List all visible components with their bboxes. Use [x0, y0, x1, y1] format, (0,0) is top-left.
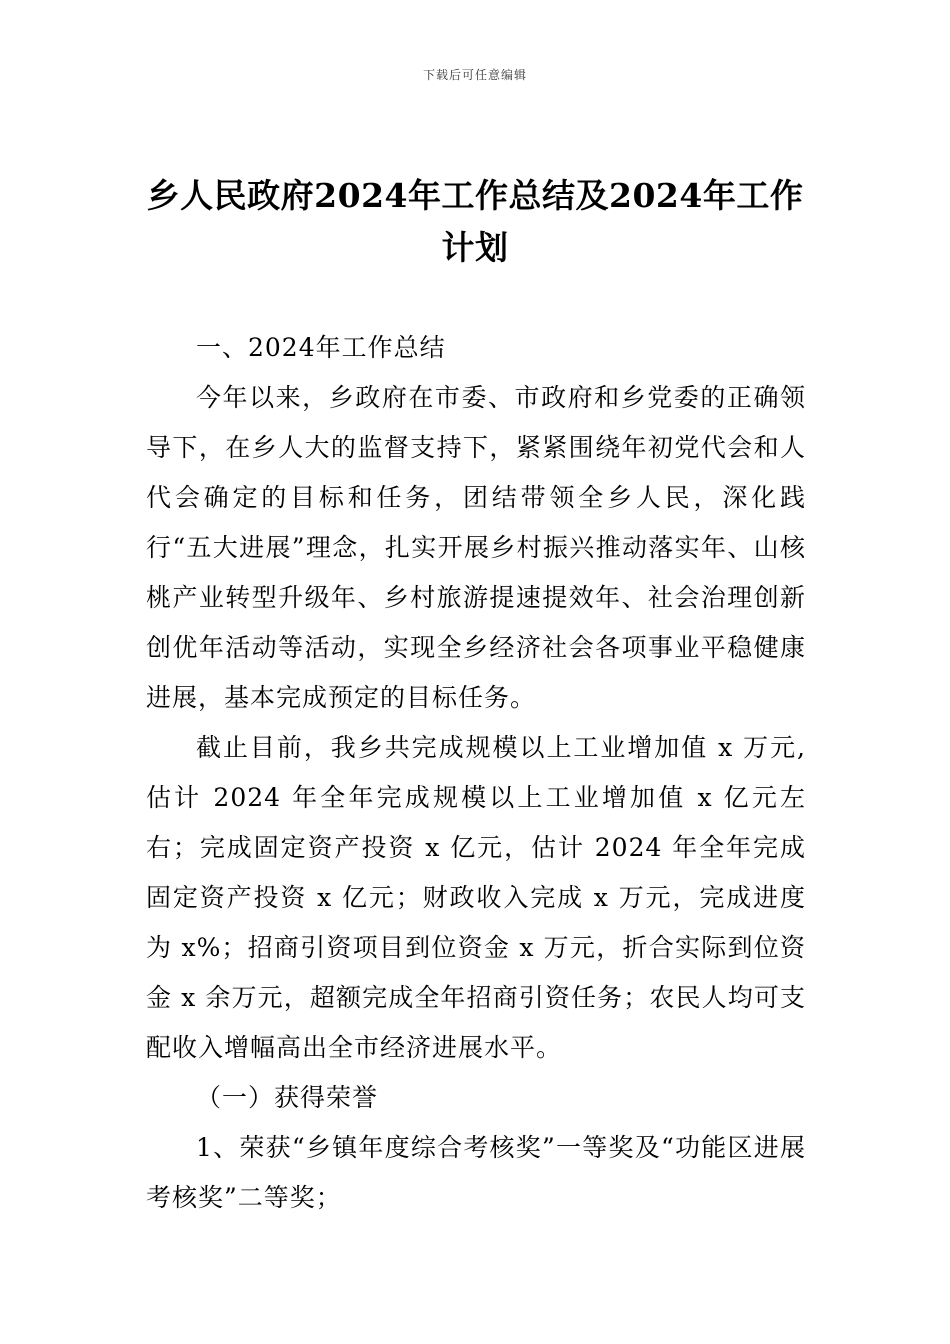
header-note: 下载后可任意编辑	[422, 68, 527, 82]
paragraph-2: 截止目前，我乡共完成规模以上工业增加值 x 万元,估计 2024 年全年完成规模以上工业增加值 x 亿元左右；完成固定资产投资 x 亿元，估计 2024 年全年完成固定资产投资 x 亿元；财政收入完成 x 万元，完成进度为 x%；招商引资项目到位资金 x 万元，折合实际到位资金 x 余万元，超额完成全年招商引资任务；农民人均可支配收入增幅高出全市经济进展水平。	[146, 733, 806, 1062]
document-body	[146, 323, 806, 1223]
paragraph-1: 今年以来，乡政府在市委、市政府和乡党委的正确领导下，在乡人大的监督支持下，紧紧围绕年初党代会和人代会确定的目标和任务，团结带领全乡人民，深化践行“五大进展”理念，扎实开展乡村振兴推动落实年、山核桃产业转型升级年、乡村旅游提速提效年、社会治理创新创优年活动等活动，实现全乡经济社会各项事业平稳健康进展，基本完成预定的目标任务。	[146, 383, 806, 712]
document-title: 乡人民政府2024年工作总结及2024年工作计划	[146, 176, 804, 267]
list-item-1: 1、荣获“乡镇年度综合考核奖”一等奖及“功能区进展考核奖”二等奖；	[146, 1133, 806, 1212]
subsection-heading-1: （一）获得荣誉	[196, 1083, 379, 1112]
section-heading-1: 一、2024年工作总结	[196, 333, 446, 362]
